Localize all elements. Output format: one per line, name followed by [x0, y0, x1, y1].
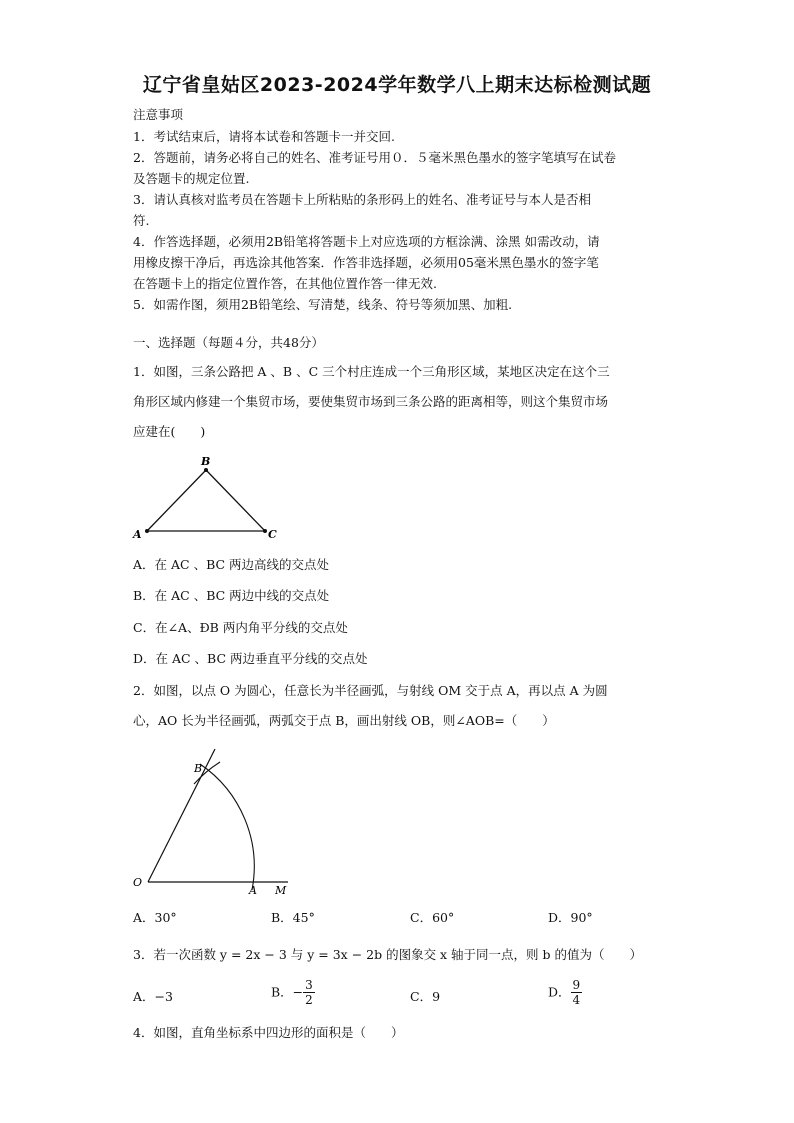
fraction: [571, 978, 583, 1007]
section-heading: 一、选择题（每题４分，共48分）: [133, 335, 324, 350]
question-3-option-c: C．9: [410, 989, 441, 1004]
question-3-option-a: A．−3: [133, 989, 173, 1004]
label-a: A: [249, 884, 257, 897]
notice-heading: 注意事项: [133, 107, 184, 122]
question-2-option-c: C．60°: [410, 910, 455, 925]
notice-line: 在答题卡上的指定位置作答，在其他位置作答一律无效.: [133, 276, 437, 291]
question-2-line: 2．如图，以点 O 为圆心，任意长为半径画弧，与射线 OM 交于点 A，再以点 A 为圆: [133, 683, 608, 698]
vertex-c: [263, 529, 267, 533]
label-c: C: [268, 528, 277, 541]
question-3-option-d: [548, 978, 582, 1007]
question-1-option-d: D．在 AC 、BC 两边垂直平分线的交点处: [133, 651, 368, 666]
numerator: 3: [305, 978, 313, 992]
notice-line: 2．答题前，请务必将自己的姓名、准考证号用０．５毫米黑色墨水的签字笔填写在试卷: [133, 150, 616, 165]
notice-line: 1．考试结束后，请将本试卷和答题卡一并交回.: [133, 129, 395, 144]
denominator: 4: [572, 993, 581, 1007]
question-2-option-b: B．45°: [271, 910, 315, 925]
denominator: 2: [305, 993, 313, 1007]
vertex-b: [204, 468, 208, 472]
notice-line: 符.: [133, 213, 150, 228]
question-1-option-b: B．在 AC 、BC 两边中线的交点处: [133, 588, 330, 603]
question-3-option-b: [271, 978, 315, 1007]
question-2-option-a: A．30°: [133, 910, 177, 925]
question-1-option-c: C．在∠A、ÐB 两内角平分线的交点处: [133, 620, 348, 635]
notice-line: 用橡皮擦干净后，再选涂其他答案．作答非选择题，必须用05毫米黑色墨水的签字笔: [133, 255, 599, 270]
notice-line: 4．作答选择题，必须用2B铅笔将答题卡上对应选项的方框涂满、涂黑 如需改动，请: [133, 234, 600, 249]
notice-line: 3．请认真核对监考员在答题卡上所粘贴的条形码上的姓名、准考证号与本人是否相: [133, 192, 591, 207]
label-b: B: [201, 455, 211, 468]
arc-construction-figure: [128, 742, 298, 898]
fraction: [303, 978, 315, 1007]
question-3-text: 3．若一次函数 y = 2x − 3 与 y = 3x − 2b 的图象交 x 轴于同一点，则 b 的值为（ ）: [133, 947, 643, 962]
side-bc: [206, 470, 265, 531]
label-b: B: [194, 762, 203, 775]
question-1-line: 应建在( ): [133, 424, 206, 439]
question-1-line: 1．如图，三条公路把 A 、B 、C 三个村庄连成一个三角形区域，某地区决定在这个三: [133, 364, 610, 379]
label-o: O: [133, 876, 143, 889]
side-ab: [147, 470, 206, 531]
option-d-prefix: D．: [548, 984, 571, 1000]
question-4-text: 4．如图，直角坐标系中四边形的面积是（ ）: [133, 1025, 404, 1040]
page-title: 辽宁省皇姑区2023-2024学年数学八上期末达标检测试题: [142, 74, 652, 96]
ray-ob: [148, 749, 215, 882]
label-m: M: [275, 884, 287, 897]
numerator: 9: [572, 978, 581, 992]
triangle-figure: [130, 452, 290, 547]
option-b-prefix: B．−: [271, 984, 304, 1000]
question-1-option-a: A．在 AC 、BC 两边高线的交点处: [133, 557, 330, 572]
arc-center-o: [200, 764, 254, 890]
question-2-line: 心，AO 长为半径画弧，两弧交于点 B，画出射线 OB，则∠AOB=（ ）: [133, 713, 555, 728]
question-1-line: 角形区域内修建一个集贸市场，要使集贸市场到三条公路的距离相等，则这个集贸市场: [133, 394, 609, 409]
question-2-option-d: D．90°: [548, 910, 593, 925]
label-a: A: [133, 528, 142, 541]
notice-line: 及答题卡的规定位置.: [133, 171, 250, 186]
vertex-a: [145, 529, 149, 533]
notice-line: 5．如需作图，须用2B铅笔绘、写清楚，线条、符号等须加黑、加粗.: [133, 297, 513, 312]
